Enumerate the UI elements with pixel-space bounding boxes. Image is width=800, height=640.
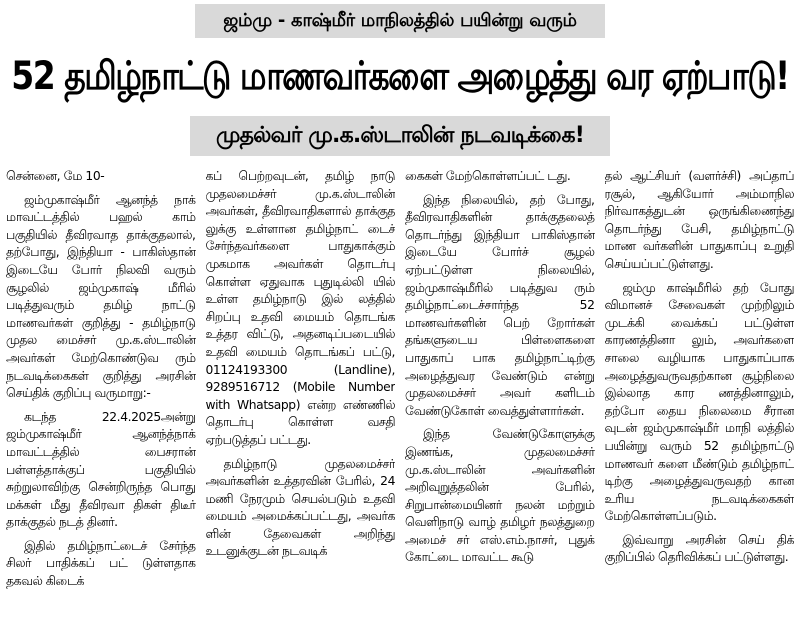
paragraph: கப் பெற்றவுடன், தமிழ் நாடு முதலமைச்சர் மு.க.ஸ்டாலின் அவர்கள், தீவிரவாதிகளால் தாக்குத லுக்கு உள்ளான தமிழ்நாட் டைச் சேர்ந்தவர்களை பாதுகாக்கும் முகமாக அவர்கள் தொடர்பு கொள்ள ஏதுவாக புதுடில்லி யில் உள்ள தமிழ்நாடு இல் லத்தில் சிறப்பு உதவி மையம் தொடங்க உத்தர விட்டு, அதனடிப்படையில் உதவி மையம் தொடங்கப் பட்டு, 01124193300 (Landline), 9289516712 (Mobile Number with Whatsapp) என்ற எண்ணில் தொடர்பு கொள்ள வசதி ஏற்படுத்தப் பட்டது. <box>205 169 395 447</box>
column-3 <box>405 168 595 638</box>
paragraph: இந்த நிலையில், தற் போது, தீவிரவாதிகளின் தாக்குதலைத் தொடர்ந்து இந்தியா பாகிஸ்தான் இடையே போர்ச் சூழல் ஏற்பட்டுள்ள நிலையில், ஜம்முகாஷ்மீரில் படித்துவ ரும் தமிழ்நாட்டைச்சார்ந்த 52 மாணவர்களின் பெற் றோர்கள் தங்களுடைய பிள்ளைகளை பாதுகாப் பாக தமிழ்நாட்டிற்கு அழைத்துவர வேண்டும் என்று முதலமைச்சர் அவர் களிடம் வேண்டுகோள் வைத்துள்ளார்கள். <box>405 192 595 418</box>
column-2 <box>206 168 396 638</box>
paragraph: சென்னை, மே 10- <box>6 169 105 183</box>
column-4 <box>605 168 795 638</box>
subheadline: முதல்வர் மு.க.ஸ்டாலின் நடவடிக்கை! <box>190 116 610 156</box>
subheadline-banner <box>0 116 800 156</box>
paragraph: இந்த வேண்டுகோளுக்கு இணங்க, முதலமைச்சர் மு.க.ஸ்டாலின் அவர்களின் அறிவுறுத்தலின் பேரில், சிறுபான்மையினர் நலன் மற்றும் வெளிநாடு வாழ் தமிழர் நலத்துறை அமைச் சர் எஸ்.எம்.நாசர், புதுக் கோட்டை மாவட்ட கூடு <box>405 427 595 565</box>
column-1 <box>6 168 196 638</box>
kicker-banner <box>0 4 800 38</box>
headline: 52 தமிழ்நாட்டு மாணவர்களை அழைத்து வர ஏற்பாடு! <box>11 52 789 99</box>
paragraph: தல் ஆட்சியர் (வளர்ச்சி) அப்தாப் ரசூல், ஆகியோர் அம்மாநில நிர்வாகத்துடன் ஒருங்கிணைந்து தொடர்ந்து பேசி, தமிழ்நாட்டு மாண வர்களின் பாதுகாப்பு உறுதி செய்யப்பட்டுள்ளது. <box>604 169 794 271</box>
paragraph: கைகள் மேற்கொள்ளப்பட் டது. <box>405 169 571 183</box>
paragraph: இதில் தமிழ்நாட்டைச் சேர்ந்த சிலர் பாதிக்கப் பட் டுள்ளதாக தகவல் கிடைக் <box>6 538 196 589</box>
paragraph: தமிழ்நாடு முதலமைச்சர் அவர்களின் உத்தரவின் பேரில், 24 மணி நேரமும் செயல்படும் உதவி மையம் அமைக்கப்பட்டது, அவர்க ளின் தேவைகள் அறிந்து உடனுக்குடன் நடவடிக் <box>205 456 395 559</box>
article-body <box>6 168 794 638</box>
paragraph: கடந்த 22.4.2025அன்று ஜம்முகாஷ்மீர் ஆனந்த்நாக் மாவட்டத்தில் பைசரான் பள்ளத்தாக்குப் பகுதியில் சுற்றுலாவிற்கு சென்றிருந்த பொது மக்கள் மீது தீவிரவா திகள் திடீர் தாக்குதல் நடத் தினர். <box>6 409 196 530</box>
paragraph: ஜம்முகாஷ்மீர் ஆனந்த் நாக் மாவட்டத்தில் பஹல் காம் பகுதியில் தீவிரவாத தாக்குதலால், தற்போது, இந்தியா - பாகிஸ்தான் இடையே போர் நிலவி வரும் சூழலில் ஜம்முகாஷ் மீரில் படித்துவரும் தமிழ் நாட்டு மாணவர்கள் குறித்து - தமிழ்நாடு முதல மைச்சர் மு.க.ஸ்டாலின் அவர்கள் மேற்கொண்டுவ ரும் நடவடிக்கைகள் குறித்து அரசின் செய்திக் குறிப்பு வருமாறு:- <box>6 192 196 401</box>
paragraph: ஜம்மு காஷ்மீரில் தற் போது விமானச் சேவைகள் முற்றிலும் முடக்கி வைக்கப் பட்டுள்ள காரணத்தினா லும், அவர்களை சாலை வழியாக பாதுகாப்பாக அழைத்துவருவதற்கான சூழ்நிலை இல்லாத கார ணத்தினாலும், தற்போ தைய நிலைமை சீரான வுடன் ஜம்முகாஷ்மீர் மாநி லத்தில் பயின்று வரும் 52 தமிழ்நாட்டு மாணவர் களை மீண்டும் தமிழ்நாட் டிற்கு அழைத்துவருவதற் கான உரிய நடவடிக்கைகள் மேற்கொள்ளப்படும். <box>604 280 794 524</box>
paragraph: இவ்வாறு அரசின் செய் திக் குறிப்பில் தெரிவிக்கப் பட்டுள்ளது. <box>604 532 794 565</box>
kicker: ஜம்மு - காஷ்மீர் மாநிலத்தில் பயின்று வரும் <box>195 4 604 38</box>
